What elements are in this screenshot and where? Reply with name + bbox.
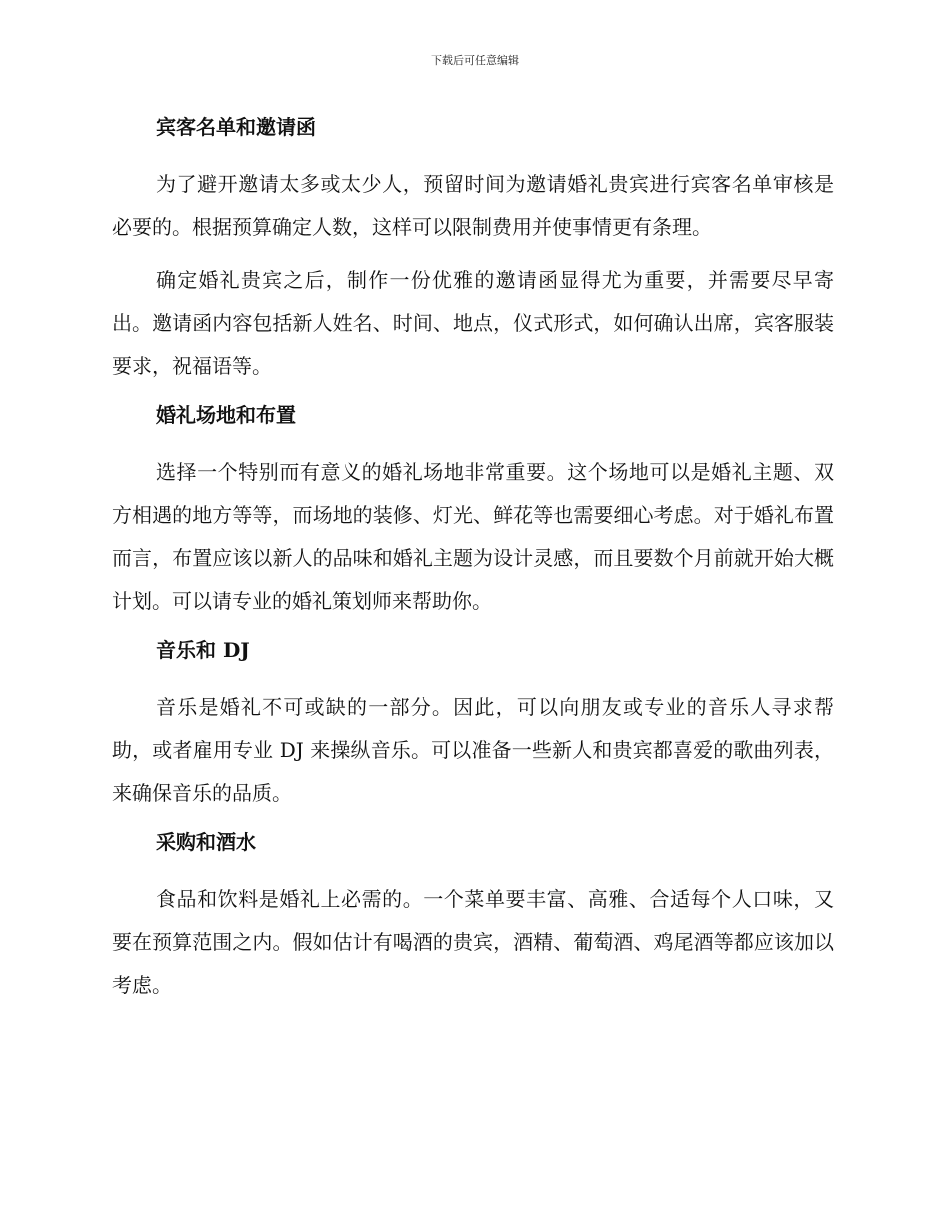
page-header: 下载后可任意编辑 xyxy=(431,54,519,67)
section-heading-guest-list: 宾客名单和邀请函 xyxy=(156,115,316,139)
paragraph-invitation: 确定婚礼贵宾之后，制作一份优雅的邀请函显得尤为重要，并需要尽早寄出。邀请函内容包括新人姓名、时间、地点，仪式形式，如何确认出席，宾客服装要求，祝福语等。 xyxy=(112,268,834,378)
paragraph-music: 音乐是婚礼不可或缺的一部分。因此，可以向朋友或专业的音乐人寻求帮助，或者雇用专业 DJ 来操纵音乐。可以准备一些新人和贵宾都喜爱的歌曲列表，来确保音乐的品质。 xyxy=(112,695,834,805)
section-heading-music: 音乐和 DJ xyxy=(156,638,250,662)
section-heading-catering: 采购和酒水 xyxy=(156,830,256,854)
paragraph-catering: 食品和饮料是婚礼上必需的。一个菜单要丰富、高雅、合适每个人口味，又要在预算范围之内。假如估计有喝酒的贵宾，酒精、葡萄酒、鸡尾酒等都应该加以考虑。 xyxy=(112,887,834,997)
section-heading-venue: 婚礼场地和布置 xyxy=(156,403,296,427)
paragraph-venue: 选择一个特别而有意义的婚礼场地非常重要。这个场地可以是婚礼主题、双方相遇的地方等等，而场地的装修、灯光、鲜花等也需要细心考虑。对于婚礼布置而言，布置应该以新人的品味和婚礼主题为设计灵感，而且要数个月前就开始大概计划。可以请专业的婚礼策划师来帮助你。 xyxy=(112,460,834,613)
paragraph-guest-list-review: 为了避开邀请太多或太少人，预留时间为邀请婚礼贵宾进行宾客名单审核是必要的。根据预算确定人数，这样可以限制费用并使事情更有条理。 xyxy=(112,172,834,239)
document-body xyxy=(112,110,834,1007)
